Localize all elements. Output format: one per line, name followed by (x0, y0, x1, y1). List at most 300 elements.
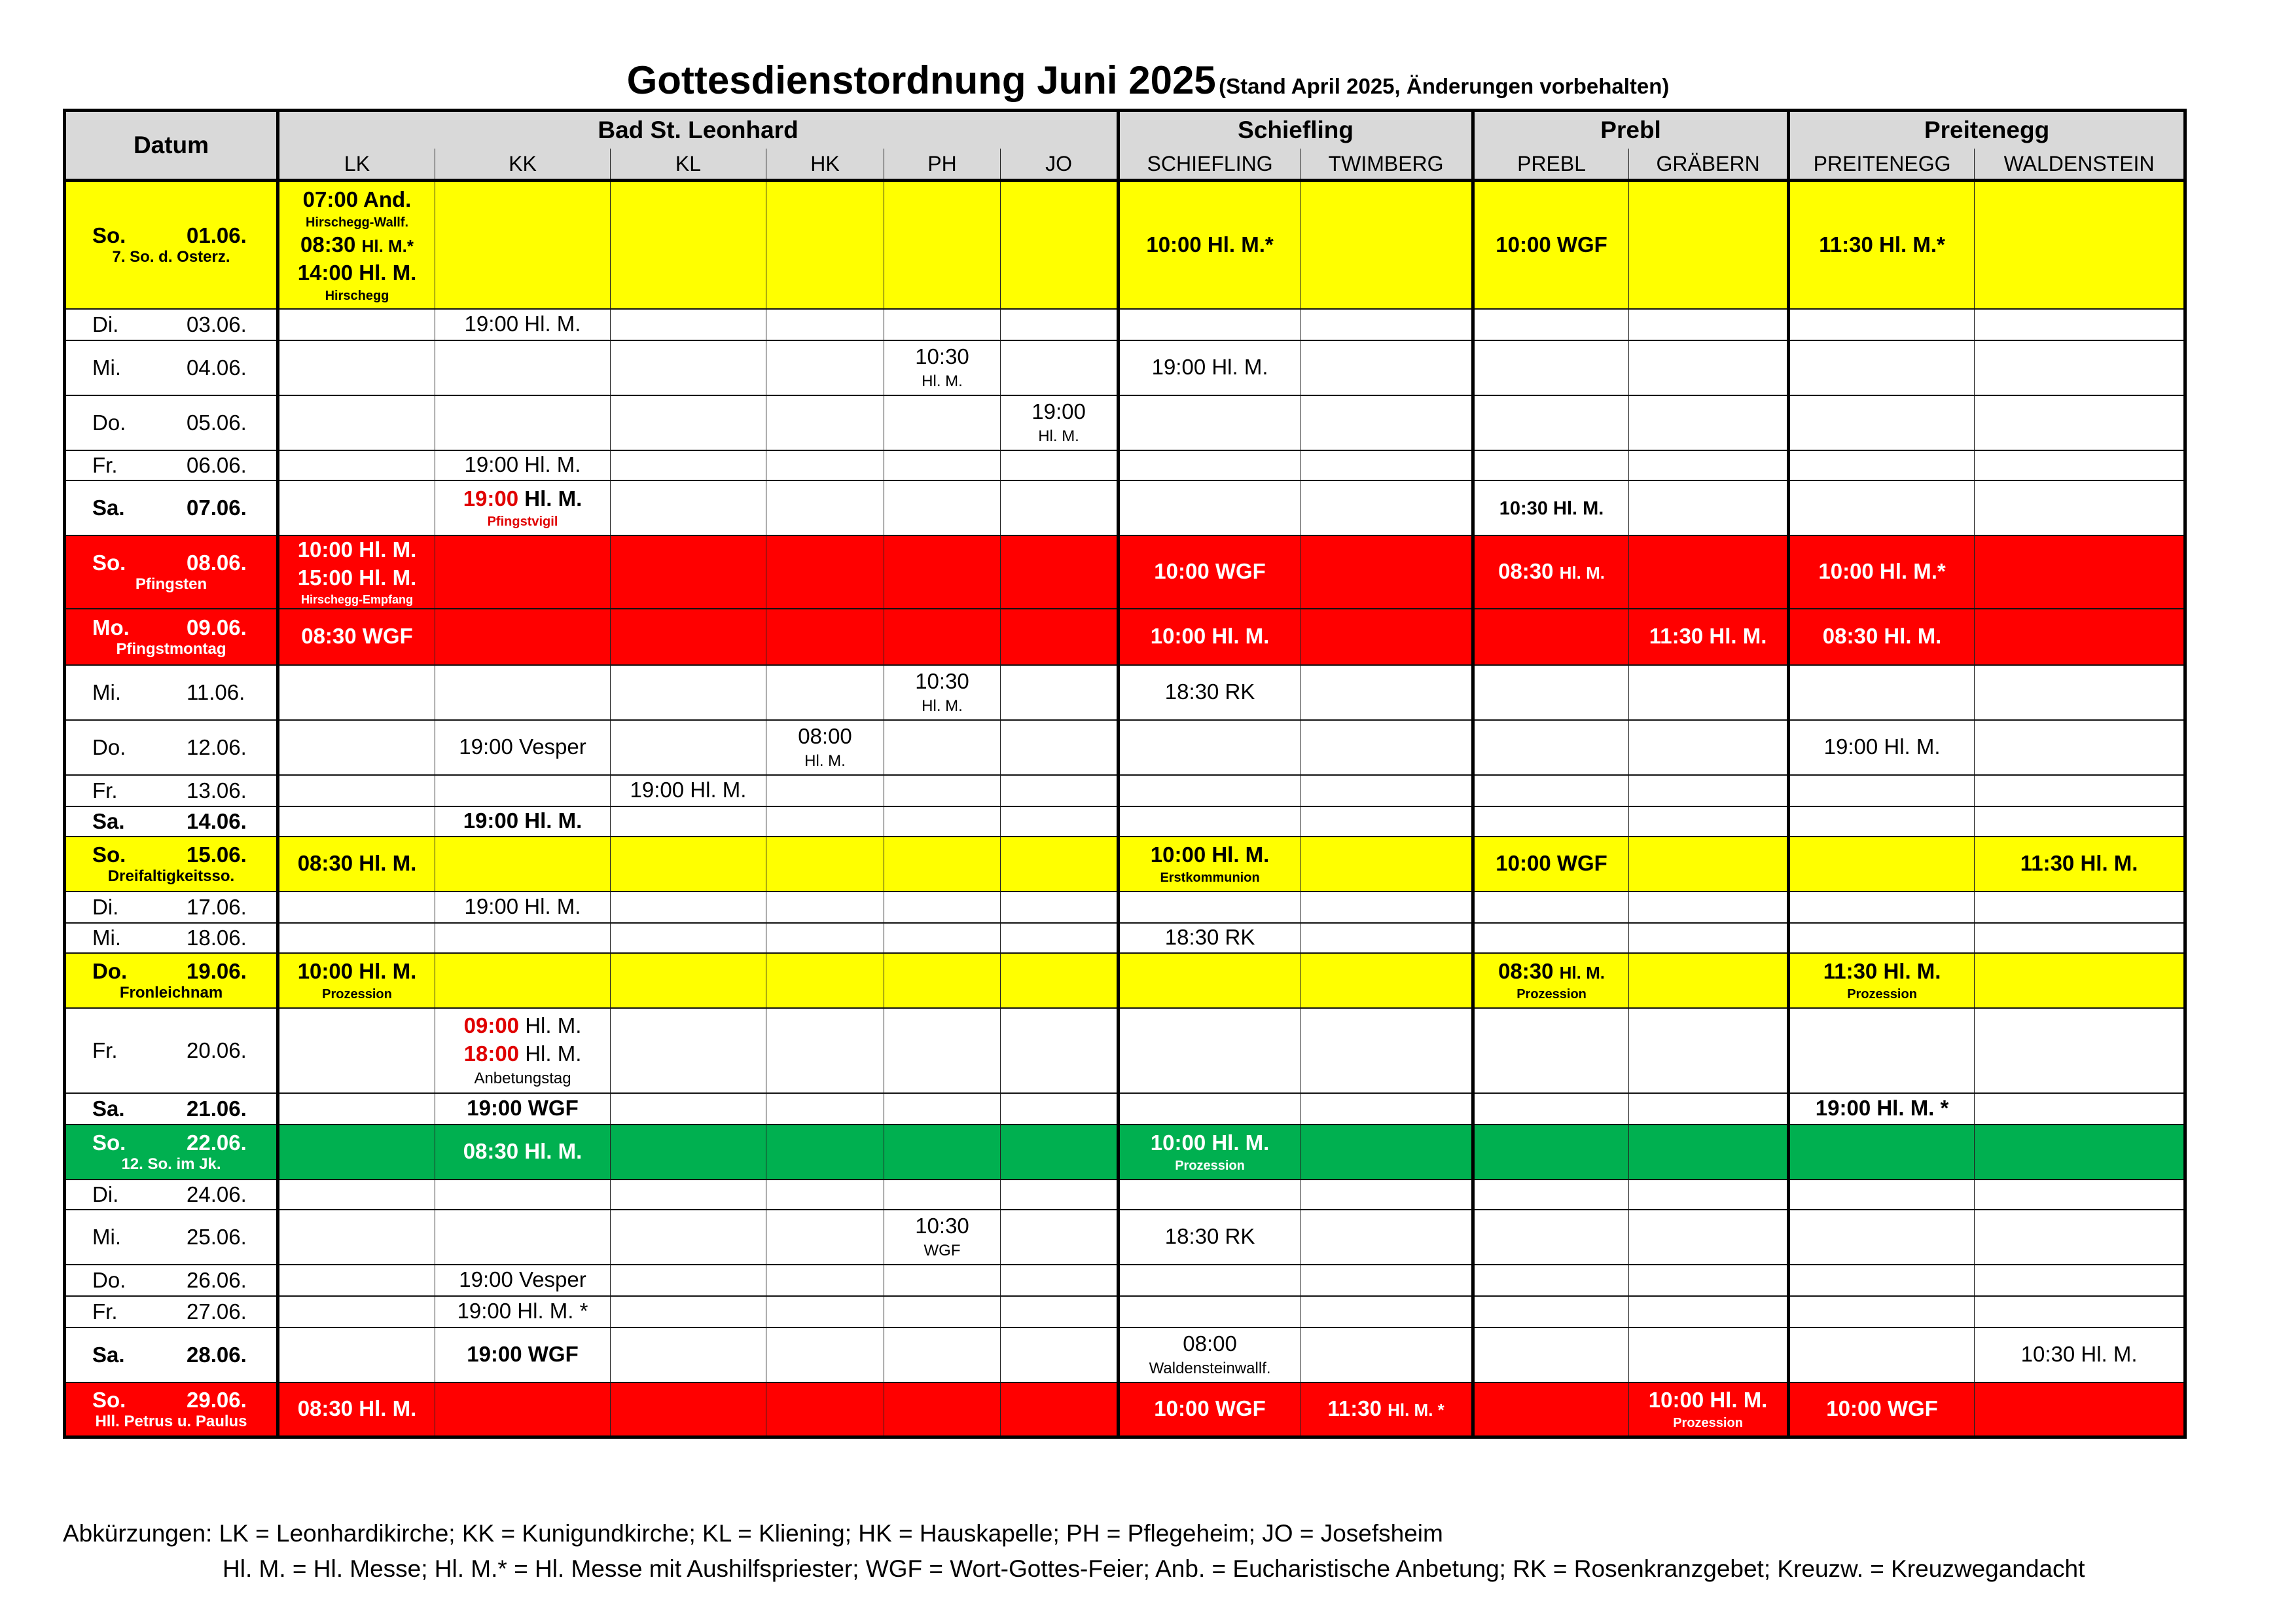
service-cell (1119, 450, 1300, 480)
date-cell (65, 1210, 278, 1265)
date-cell (65, 535, 278, 609)
service-cell (1975, 1327, 2185, 1382)
weekday: Mo. (92, 615, 130, 640)
date-cell (65, 340, 278, 395)
service-cell (1975, 535, 2185, 609)
service-cell (1300, 1180, 1473, 1210)
service-cell (611, 775, 766, 806)
header-column: KL (611, 149, 766, 181)
service-cell (766, 1296, 884, 1327)
date: 20.06. (187, 1038, 247, 1062)
service-cell (1789, 1265, 1975, 1296)
service-cell (278, 535, 435, 609)
date-cell (65, 1125, 278, 1180)
service-cell (1629, 665, 1789, 720)
date: 29.06. (187, 1387, 247, 1412)
service-cell (884, 1180, 1001, 1210)
service-cell (1001, 340, 1119, 395)
service-text: Hl. M. (922, 697, 963, 715)
weekday: Mi. (92, 925, 121, 950)
service-text: 08:30 WGF (301, 624, 413, 649)
service-text: 10:00 Hl. M. (1648, 1388, 1768, 1413)
header-column-row (65, 149, 2185, 181)
service-text: 10:00 Hl. M. (1150, 624, 1270, 649)
service-cell (1300, 720, 1473, 775)
service-cell (1473, 953, 1629, 1008)
schedule-row (65, 1296, 2185, 1327)
service-cell (1473, 1008, 1629, 1093)
service-cell (1789, 775, 1975, 806)
service-cell (435, 309, 611, 340)
service-cell (1001, 806, 1119, 837)
service-cell (1473, 535, 1629, 609)
date-cell (65, 1008, 278, 1093)
service-text: 18:30 RK (1164, 1224, 1255, 1249)
service-cell (884, 609, 1001, 665)
date: 26.06. (187, 1267, 247, 1292)
service-text: 08:30 (1498, 959, 1560, 984)
service-text: 08:30 (1498, 559, 1560, 584)
service-cell (435, 535, 611, 609)
service-cell (1001, 535, 1119, 609)
weekday: Fr. (92, 1299, 118, 1324)
service-text: 08:30 (300, 232, 362, 257)
date-cell (65, 480, 278, 535)
date: 08.06. (187, 550, 247, 575)
service-cell (278, 720, 435, 775)
service-cell (611, 1327, 766, 1382)
service-cell (1473, 923, 1629, 953)
date-cell (65, 953, 278, 1008)
service-cell (611, 1296, 766, 1327)
service-cell (278, 309, 435, 340)
service-text: 19:00 Hl. M. * (457, 1299, 588, 1324)
service-cell (1300, 892, 1473, 923)
service-cell (884, 923, 1001, 953)
service-cell (1001, 775, 1119, 806)
service-cell (1300, 1327, 1473, 1382)
service-text: 10:30 (915, 344, 969, 369)
service-cell (766, 775, 884, 806)
service-cell (1629, 923, 1789, 953)
schedule-row (65, 775, 2185, 806)
service-cell (1473, 1382, 1629, 1437)
service-cell (1001, 1382, 1119, 1437)
service-text: 11:30 (1327, 1396, 1388, 1421)
legend-line-abbreviations: Hl. M. = Hl. Messe; Hl. M.* = Hl. Messe mit Aushilfspriester; WGF = Wort-Gottes-Feier; Anb. = Eucharistische Anbetung; RK = Rosenkranzgebet; Kreuzw. = Kreuzwegandacht (223, 1555, 2085, 1582)
date-cell (65, 720, 278, 775)
service-cell (435, 1382, 611, 1437)
service-cell (1629, 535, 1789, 609)
header-column: HK (766, 149, 884, 181)
service-cell (435, 1180, 611, 1210)
weekday: Mi. (92, 679, 121, 704)
service-cell (1119, 1265, 1300, 1296)
service-cell (1975, 1125, 2185, 1180)
service-cell (278, 1008, 435, 1093)
service-cell (435, 953, 611, 1008)
service-cell (766, 340, 884, 395)
date-cell (65, 923, 278, 953)
service-cell (1119, 1382, 1300, 1437)
date-cell (65, 609, 278, 665)
service-cell (1789, 892, 1975, 923)
service-cell (884, 1382, 1001, 1437)
service-cell (1473, 181, 1629, 309)
header-group-row (65, 111, 2185, 149)
header-column: PH (884, 149, 1001, 181)
service-cell (1473, 450, 1629, 480)
date: 13.06. (187, 778, 247, 803)
service-text: 10:00 Hl. M. (297, 537, 417, 562)
date-cell (65, 309, 278, 340)
date-cell (65, 837, 278, 892)
schedule-row (65, 309, 2185, 340)
weekday: Sa. (92, 1096, 125, 1121)
date: 09.06. (187, 615, 247, 640)
service-cell (1473, 720, 1629, 775)
date: 11.06. (187, 679, 245, 704)
service-text: 19:00 Hl. M. (463, 808, 583, 833)
service-cell (1975, 665, 2185, 720)
service-cell (884, 1125, 1001, 1180)
service-text: 19:00 Hl. M. (1823, 734, 1941, 759)
service-cell (884, 1093, 1001, 1125)
service-text: Hl. M. (518, 486, 583, 511)
service-cell (1789, 953, 1975, 1008)
service-cell (1300, 953, 1473, 1008)
service-cell (1473, 837, 1629, 892)
service-cell (1300, 340, 1473, 395)
service-cell (278, 1382, 435, 1437)
service-cell (435, 1265, 611, 1296)
service-cell (1789, 1008, 1975, 1093)
service-cell (278, 1296, 435, 1327)
date: 06.06. (187, 452, 247, 477)
date-cell (65, 1327, 278, 1382)
service-cell (1001, 923, 1119, 953)
service-cell (278, 953, 435, 1008)
weekday: Mi. (92, 1224, 121, 1249)
header-column: KK (435, 149, 611, 181)
page-title (0, 58, 2296, 103)
service-cell (884, 480, 1001, 535)
date-cell (65, 1382, 278, 1437)
service-cell (611, 1265, 766, 1296)
service-cell (1119, 1093, 1300, 1125)
service-cell (435, 340, 611, 395)
service-cell (1629, 1093, 1789, 1125)
schedule-row (65, 1327, 2185, 1382)
service-cell (1300, 1125, 1473, 1180)
service-cell (1001, 1210, 1119, 1265)
service-cell (1001, 395, 1119, 450)
service-cell (1001, 720, 1119, 775)
service-text: 19:00 Vesper (459, 734, 586, 759)
service-text: 19:00 WGF (467, 1342, 579, 1367)
service-cell (1975, 480, 2185, 535)
schedule-row (65, 806, 2185, 837)
service-text: 10:00 Hl. M. (1150, 1130, 1270, 1155)
service-cell (1119, 720, 1300, 775)
service-cell (1473, 1180, 1629, 1210)
service-cell (435, 609, 611, 665)
service-cell (1975, 892, 2185, 923)
schedule-row (65, 1125, 2185, 1180)
weekday: Fr. (92, 452, 118, 477)
service-cell (435, 923, 611, 953)
service-text: 10:30 (915, 669, 969, 694)
weekday: Di. (92, 1182, 119, 1206)
service-cell (278, 775, 435, 806)
service-cell (1629, 181, 1789, 309)
service-cell (611, 665, 766, 720)
service-text: 10:00 WGF (1496, 232, 1607, 257)
service-cell (1300, 609, 1473, 665)
service-cell (884, 837, 1001, 892)
weekday: Di. (92, 894, 119, 919)
service-cell (278, 1327, 435, 1382)
service-text: Prozession (1847, 986, 1917, 1001)
service-cell (435, 720, 611, 775)
service-cell (1629, 806, 1789, 837)
service-cell (1789, 923, 1975, 953)
service-cell (1119, 775, 1300, 806)
schedule-row (65, 1382, 2185, 1437)
service-cell (278, 923, 435, 953)
date: 22.06. (187, 1130, 247, 1155)
service-cell (884, 181, 1001, 309)
service-cell (1629, 775, 1789, 806)
service-cell (766, 395, 884, 450)
service-cell (435, 1210, 611, 1265)
service-cell (884, 1327, 1001, 1382)
service-cell (1629, 837, 1789, 892)
date: 04.06. (187, 355, 247, 380)
service-cell (1001, 665, 1119, 720)
service-cell (1473, 1327, 1629, 1382)
weekday: Mi. (92, 355, 121, 380)
service-cell (766, 1382, 884, 1437)
day-label: Pfingsten (135, 575, 207, 593)
service-cell (278, 395, 435, 450)
service-text: 19:00 Hl. M. * (1815, 1096, 1949, 1121)
service-cell (1975, 1382, 2185, 1437)
date: 21.06. (187, 1096, 247, 1121)
date: 18.06. (187, 925, 247, 950)
service-text: 15:00 Hl. M. (297, 565, 417, 590)
service-cell (884, 775, 1001, 806)
legend-line-locations: Abkürzungen: LK = Leonhardikirche; KK = Kunigundkirche; KL = Kliening; HK = Hauskapelle; PH = Pflegeheim; JO = Josefsheim (63, 1520, 1443, 1547)
service-cell (1789, 609, 1975, 665)
service-cell (1300, 1093, 1473, 1125)
date-cell (65, 665, 278, 720)
service-cell (1119, 480, 1300, 535)
service-cell (1119, 535, 1300, 609)
header-column: TWIMBERG (1300, 149, 1473, 181)
service-cell (1300, 1296, 1473, 1327)
service-cell (1975, 1210, 2185, 1265)
service-cell (1119, 1125, 1300, 1180)
service-cell (1975, 609, 2185, 665)
service-cell (1119, 953, 1300, 1008)
service-cell (278, 1210, 435, 1265)
service-cell (278, 609, 435, 665)
date: 15.06. (187, 842, 247, 867)
service-cell (766, 1008, 884, 1093)
service-cell (766, 953, 884, 1008)
service-cell (1975, 720, 2185, 775)
service-text: Hl. M. (922, 372, 963, 391)
service-cell (1473, 1296, 1629, 1327)
service-cell (1300, 775, 1473, 806)
service-cell (278, 340, 435, 395)
service-cell (766, 1180, 884, 1210)
weekday: Fr. (92, 778, 118, 803)
date: 28.06. (187, 1342, 247, 1367)
service-cell (435, 1008, 611, 1093)
service-cell (1789, 1125, 1975, 1180)
service-cell (766, 181, 884, 309)
service-cell (1975, 1265, 2185, 1296)
service-cell (1473, 892, 1629, 923)
service-cell (1300, 923, 1473, 953)
service-cell (1473, 806, 1629, 837)
service-cell (435, 181, 611, 309)
service-cell (1001, 837, 1119, 892)
service-cell (884, 1008, 1001, 1093)
service-cell (766, 609, 884, 665)
service-cell (1473, 309, 1629, 340)
service-text: Hl. M. (1559, 963, 1605, 983)
day-label: 7. So. d. Osterz. (112, 248, 230, 266)
service-cell (1119, 309, 1300, 340)
service-cell (766, 1125, 884, 1180)
service-cell (1789, 309, 1975, 340)
service-cell (766, 480, 884, 535)
service-text: 10:30 Hl. M. (1499, 498, 1604, 520)
service-text: 10:00 WGF (1826, 1396, 1938, 1421)
service-cell (611, 309, 766, 340)
service-cell (1119, 806, 1300, 837)
service-cell (1473, 480, 1629, 535)
service-cell (1975, 775, 2185, 806)
service-cell (884, 806, 1001, 837)
header-datum: Datum (65, 111, 278, 181)
service-cell (1001, 309, 1119, 340)
service-cell (611, 1210, 766, 1265)
service-text: Prozession (1673, 1416, 1743, 1431)
date: 07.06. (187, 495, 247, 520)
service-text: 19:00 Hl. M. (630, 778, 747, 803)
service-cell (1789, 340, 1975, 395)
service-cell (1473, 1210, 1629, 1265)
schedule-row (65, 665, 2185, 720)
service-cell (435, 395, 611, 450)
service-cell (1789, 806, 1975, 837)
service-text: 07:00 And. (302, 187, 412, 211)
service-cell (1629, 1180, 1789, 1210)
service-cell (766, 309, 884, 340)
schedule-row (65, 1093, 2185, 1125)
schedule-row (65, 340, 2185, 395)
service-cell (611, 395, 766, 450)
service-cell (884, 1265, 1001, 1296)
service-cell (1789, 480, 1975, 535)
service-text: 19:00 Hl. M. (464, 452, 581, 477)
service-cell (1789, 181, 1975, 309)
date-cell (65, 395, 278, 450)
service-cell (1001, 1008, 1119, 1093)
legend (63, 1516, 2085, 1587)
service-text: Prozession (1516, 986, 1587, 1001)
service-text: 08:30 Hl. M. (1822, 624, 1942, 649)
service-text: 10:30 (915, 1214, 969, 1238)
service-cell (278, 892, 435, 923)
schedule-row (65, 609, 2185, 665)
service-text: 19:00 Hl. M. (464, 894, 581, 919)
service-cell (278, 480, 435, 535)
service-text: 10:00 Hl. M. (1150, 842, 1270, 867)
service-cell (1001, 609, 1119, 665)
service-cell (1119, 1210, 1300, 1265)
service-cell (278, 837, 435, 892)
schedule-body (65, 181, 2185, 1437)
weekday: Do. (92, 1267, 126, 1292)
service-cell (611, 1008, 766, 1093)
service-cell (766, 892, 884, 923)
service-cell (1119, 923, 1300, 953)
service-cell (1001, 1327, 1119, 1382)
service-cell (766, 837, 884, 892)
service-cell (611, 181, 766, 309)
service-cell (1300, 309, 1473, 340)
service-cell (884, 450, 1001, 480)
schedule-row (65, 1008, 2185, 1093)
service-cell (1789, 1382, 1975, 1437)
service-text: Hl. M. * (1388, 1400, 1444, 1420)
service-cell (611, 480, 766, 535)
service-text: 08:30 Hl. M. (297, 1396, 417, 1421)
weekday: Do. (92, 410, 126, 435)
service-cell (611, 720, 766, 775)
service-cell (1629, 609, 1789, 665)
service-cell (611, 1125, 766, 1180)
schedule-row (65, 1210, 2185, 1265)
weekday: Fr. (92, 1038, 118, 1062)
schedule-row (65, 1180, 2185, 1210)
service-cell (435, 1125, 611, 1180)
service-cell (1119, 665, 1300, 720)
date-cell (65, 1180, 278, 1210)
date-cell (65, 1265, 278, 1296)
service-text: Hl. M. (1559, 563, 1605, 583)
schedule-row (65, 181, 2185, 309)
service-cell (1975, 953, 2185, 1008)
weekday: So. (92, 1387, 126, 1412)
service-cell (1473, 1265, 1629, 1296)
service-cell (1789, 1296, 1975, 1327)
date-cell (65, 806, 278, 837)
service-cell (1119, 1180, 1300, 1210)
schedule-row (65, 720, 2185, 775)
service-cell (611, 837, 766, 892)
service-cell (1119, 1327, 1300, 1382)
schedule-row (65, 892, 2185, 923)
service-cell (1629, 480, 1789, 535)
service-text: 19:00 (1031, 399, 1086, 424)
service-cell (1975, 309, 2185, 340)
